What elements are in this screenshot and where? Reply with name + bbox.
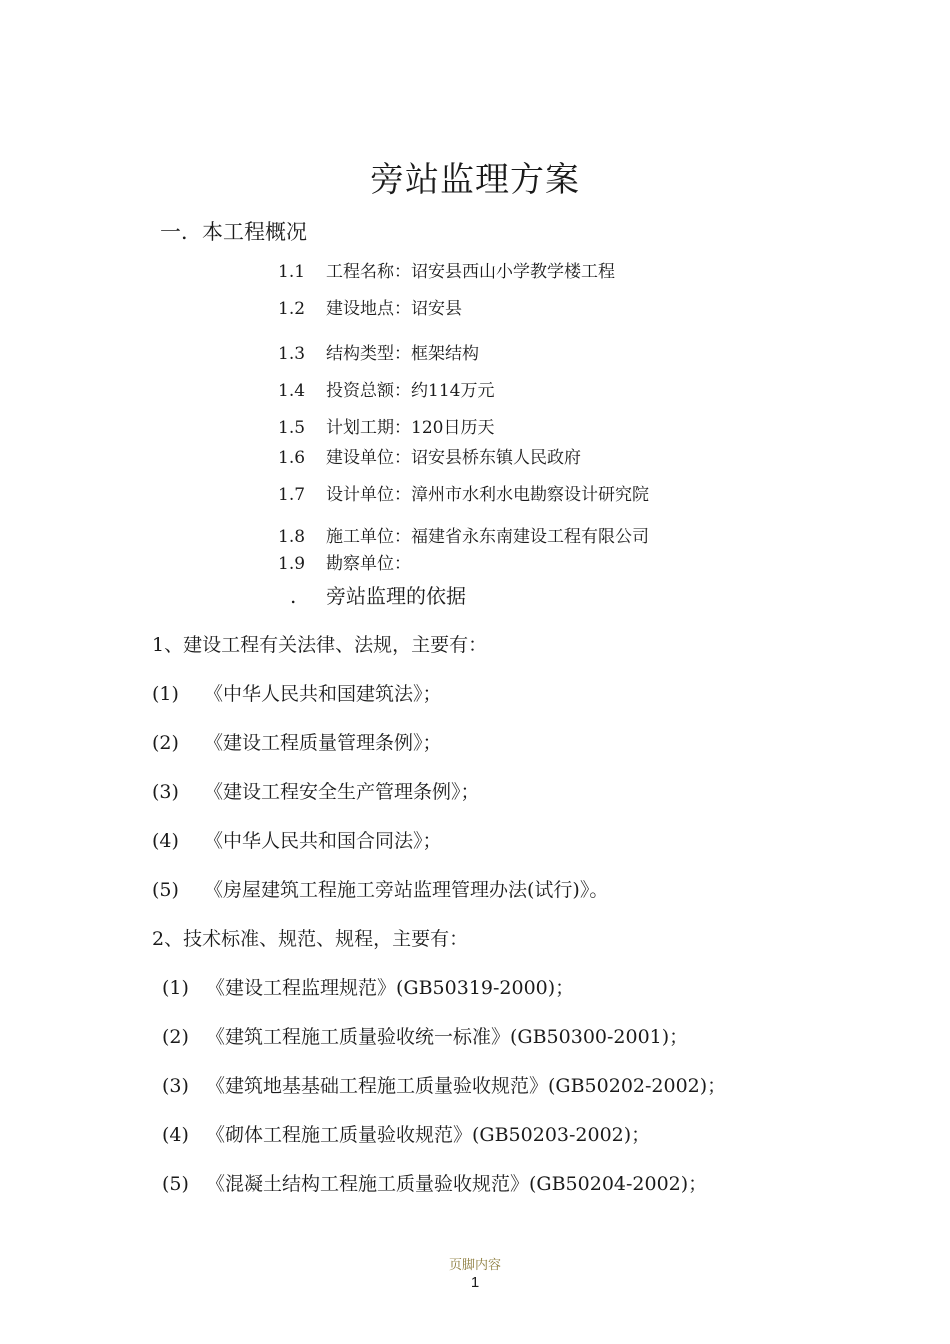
- overview-item: [278, 413, 494, 438]
- standard-item: [162, 973, 574, 1000]
- item-text: 结构类型：框架结构: [326, 344, 479, 364]
- overview-item: [278, 522, 649, 547]
- law-item: [152, 679, 442, 706]
- ref-number: (2): [152, 732, 179, 754]
- item-number: 1.7: [278, 485, 306, 505]
- ref-text: 《中华人民共和国合同法》；: [204, 830, 442, 852]
- ref-number: (4): [152, 830, 179, 852]
- overview-item: [278, 480, 649, 505]
- ref-text: 《建筑工程施工质量验收统一标准》(GB50300-2001)；: [206, 1026, 689, 1048]
- item-number: 1.8: [278, 527, 306, 547]
- item-text: 施工单位：福建省永东南建设工程有限公司: [326, 527, 649, 547]
- section-heading-overview: 一．本工程概况: [160, 220, 307, 244]
- ref-number: (1): [152, 683, 179, 705]
- ref-text: 《砌体工程施工质量验收规范》(GB50203-2002)；: [206, 1124, 651, 1146]
- standard-item: [162, 1120, 650, 1147]
- ref-number: (3): [162, 1075, 189, 1097]
- heading-text: 旁站监理的依据: [326, 584, 466, 608]
- law-item: [152, 826, 442, 853]
- ref-number: (5): [152, 879, 179, 901]
- ref-number: (2): [162, 1026, 189, 1048]
- ref-text: 《建设工程质量管理条例》；: [204, 732, 442, 754]
- item-number: 1.2: [278, 299, 306, 319]
- law-item: [152, 728, 442, 755]
- ref-text: 《中华人民共和国建筑法》；: [204, 683, 442, 705]
- standard-item: [162, 1169, 707, 1196]
- ref-number: (5): [162, 1173, 189, 1195]
- law-item: [152, 777, 480, 804]
- item-number: 1.6: [278, 448, 306, 468]
- overview-item: [278, 549, 411, 574]
- overview-item: [278, 294, 462, 319]
- item-number: 1.4: [278, 381, 306, 401]
- ref-text: 《建设工程安全生产管理条例》；: [204, 781, 480, 803]
- ref-number: (3): [152, 781, 179, 803]
- standard-item: [162, 1071, 726, 1098]
- item-text: 建设地点：诏安县: [326, 299, 462, 319]
- item-text: 计划工期：120日历天: [326, 418, 495, 438]
- item-text: 投资总额：约114万元: [326, 381, 495, 401]
- ref-text: 《建设工程监理规范》(GB50319-2000)；: [206, 977, 575, 999]
- law-item: [152, 875, 608, 902]
- ref-text: 《房屋建筑工程施工旁站监理管理办法(试行)》。: [204, 879, 609, 901]
- item-text: 建设单位：诏安县桥东镇人民政府: [326, 448, 581, 468]
- item-number: 1.3: [278, 344, 306, 364]
- standards-intro: 2、技术标准、规范、规程，主要有：: [152, 928, 469, 950]
- section-heading-basis: [290, 580, 466, 609]
- laws-intro: 1、建设工程有关法律、法规，主要有：: [152, 634, 488, 656]
- overview-item: [278, 376, 494, 401]
- footer-label: 页脚内容: [448, 1258, 501, 1273]
- ref-text: 《建筑地基基础工程施工质量验收规范》(GB50202-2002)；: [206, 1075, 727, 1097]
- item-text: 工程名称：诏安县西山小学教学楼工程: [326, 262, 615, 282]
- standard-item: [162, 1022, 688, 1049]
- item-number: 1.5: [278, 418, 306, 438]
- overview-item: [278, 339, 479, 364]
- item-number: 1.1: [278, 262, 306, 282]
- item-text: 勘察单位：: [326, 554, 411, 574]
- ref-number: (4): [162, 1124, 189, 1146]
- overview-item: [278, 257, 615, 282]
- overview-item: [278, 443, 581, 468]
- heading-dot: .: [290, 584, 297, 608]
- ref-number: (1): [162, 977, 189, 999]
- ref-text: 《混凝土结构工程施工质量验收规范》(GB50204-2002)；: [206, 1173, 708, 1195]
- item-number: 1.9: [278, 554, 306, 574]
- document-title: 旁站监理方案: [370, 160, 580, 200]
- page-number: 1: [470, 1274, 480, 1291]
- item-text: 设计单位：漳州市水利水电勘察设计研究院: [326, 485, 649, 505]
